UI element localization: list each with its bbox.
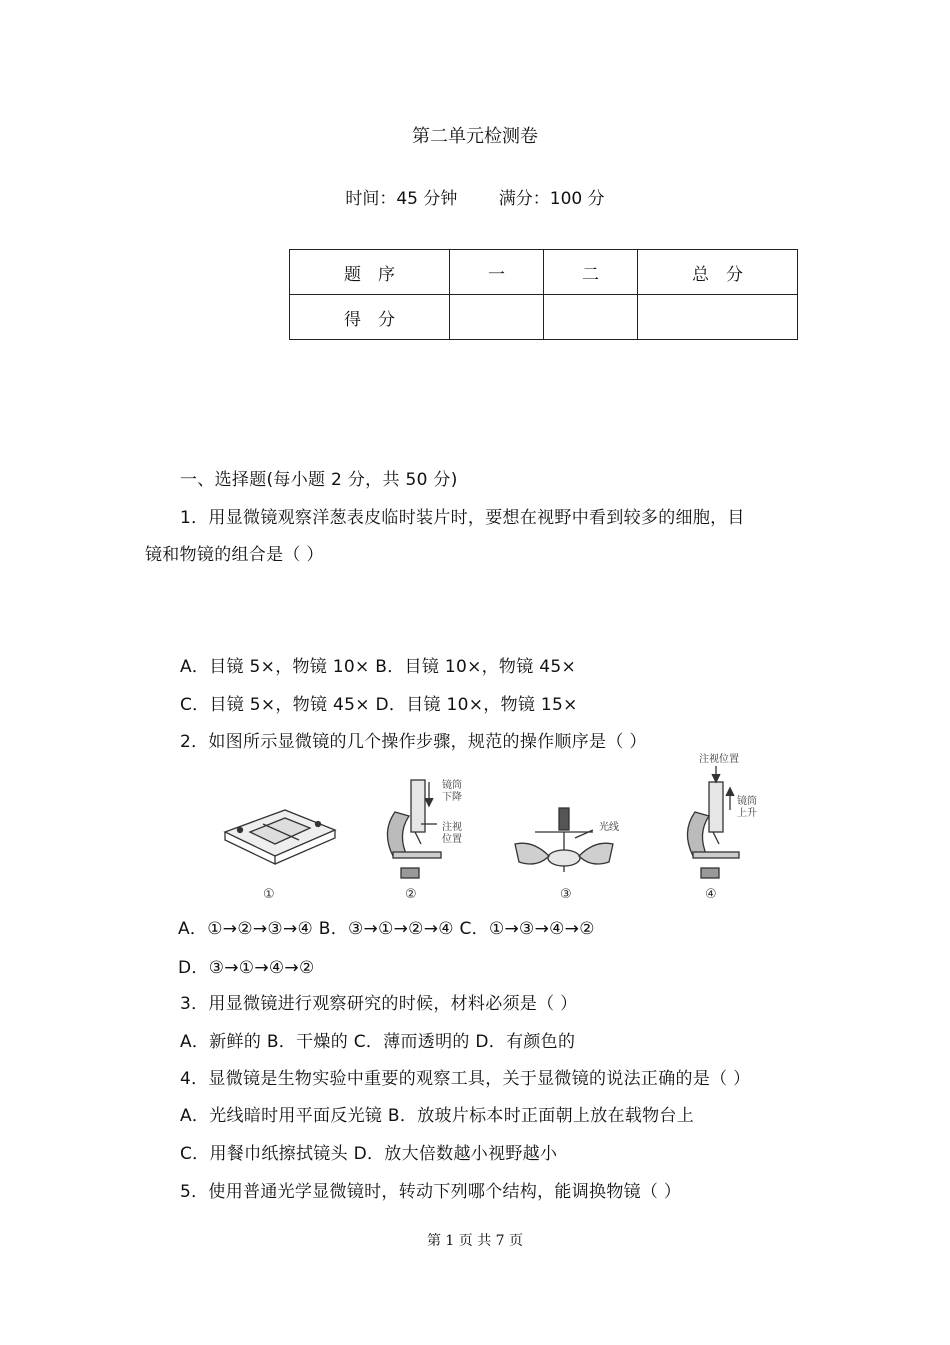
figure-2-label-tube-2: 下降: [442, 792, 462, 803]
figure-4-caption: ④: [705, 887, 717, 902]
score-table-cell: 得 分: [290, 295, 450, 340]
question-1-line1: 1．用显微镜观察洋葱表皮临时装片时，要想在视野中看到较多的细胞，目: [180, 508, 745, 528]
figure-2-label-eye-1: 注视: [442, 822, 462, 833]
figure-4-microscope-icon: [687, 766, 739, 878]
question-3-options: A．新鲜的 B．干燥的 C．薄而透明的 D．有颜色的: [180, 1032, 576, 1052]
figure-1-slide-icon: [225, 810, 335, 864]
score-input-cell[interactable]: [638, 295, 798, 340]
figure-4-label-eye: 注视位置: [699, 754, 739, 765]
figure-2-label-tube-1: 镜筒: [442, 780, 462, 791]
figure-3-hands-icon: [515, 808, 613, 872]
question-3-stem: 3．用显微镜进行观察研究的时候，材料必须是（ ）: [180, 994, 578, 1014]
page-footer: 第 1 页 共 7 页: [426, 1233, 524, 1249]
question-1-options-cd: C．目镜 5×，物镜 45× D．目镜 10×，物镜 15×: [180, 695, 578, 715]
figure-3-caption: ③: [560, 887, 572, 902]
figure-2-microscope-icon: [387, 780, 441, 878]
score-input-cell[interactable]: [544, 295, 638, 340]
score-table-header-row: [290, 250, 798, 295]
figure-2-label-eye-2: 位置: [442, 834, 462, 845]
figure-3-label-light: 光线: [599, 822, 619, 833]
question-2-options-abc: A．①→②→③→④ B．③→①→②→④ C．①→③→④→②: [178, 919, 595, 939]
question-4-stem: 4．显微镜是生物实验中重要的观察工具，关于显微镜的说法正确的是（ ）: [180, 1069, 751, 1089]
question-4-options-cd: C．用餐巾纸擦拭镜头 D．放大倍数越小视野越小: [180, 1144, 558, 1164]
score-table-cell: 题 序: [290, 250, 450, 295]
figure-4-label-tube-1: 镜筒: [737, 796, 757, 807]
question-2-option-d: D．③→①→④→②: [178, 958, 315, 978]
score-input-cell[interactable]: [450, 295, 544, 340]
question-4-options-ab: A．光线暗时用平面反光镜 B．放玻片标本时正面朝上放在载物台上: [180, 1106, 694, 1126]
figure-1-caption: ①: [263, 887, 275, 902]
microscope-steps-figure: [215, 752, 775, 902]
score-table-cell: 二: [544, 250, 638, 295]
score-table: [289, 249, 798, 340]
score-table-score-row: [290, 295, 798, 340]
question-5-stem: 5．使用普通光学显微镜时，转动下列哪个结构，能调换物镜（ ）: [180, 1182, 682, 1202]
figure-2-caption: ②: [405, 887, 417, 902]
page-title: 第二单元检测卷: [412, 126, 538, 147]
question-1-options-ab: A．目镜 5×，物镜 10× B．目镜 10×，物镜 45×: [180, 657, 576, 677]
exam-info: [0, 184, 950, 209]
time-limit: 时间：45 分钟: [345, 189, 458, 209]
score-table-cell: 总 分: [638, 250, 798, 295]
section-heading: 一、选择题(每小题 2 分，共 50 分): [180, 470, 458, 490]
score-table-cell: 一: [450, 250, 544, 295]
question-2-stem: 2．如图所示显微镜的几个操作步骤，规范的操作顺序是（ ）: [180, 732, 647, 752]
question-1-line2: 镜和物镜的组合是（ ）: [145, 545, 324, 565]
full-score: 满分：100 分: [498, 189, 605, 209]
figure-4-label-tube-2: 上升: [737, 808, 757, 819]
